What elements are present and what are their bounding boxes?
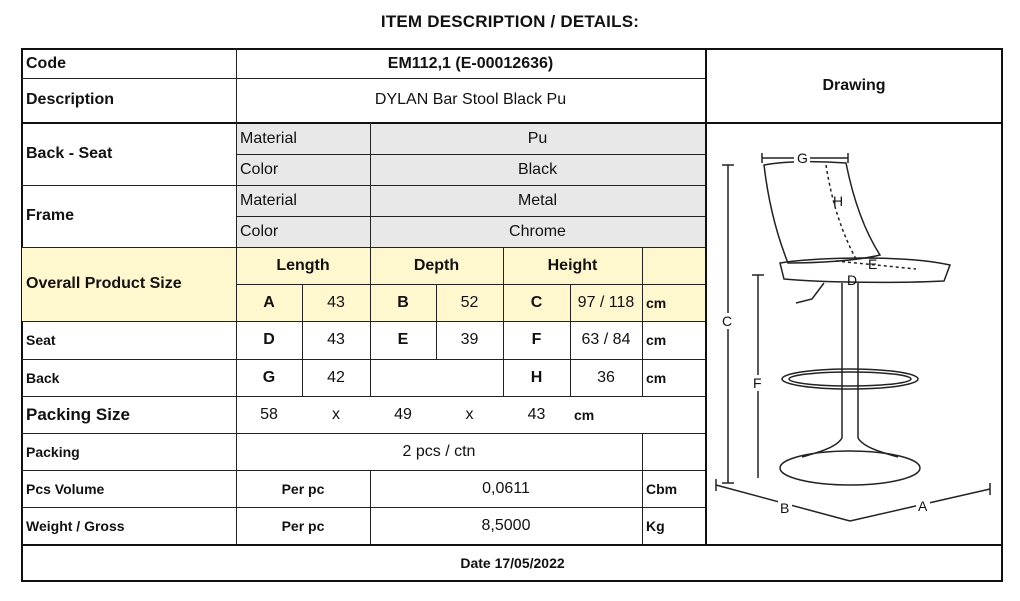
overall-height-code: C xyxy=(530,293,543,311)
code-value: EM112,1 (E-00012636) xyxy=(387,55,554,72)
overall-depth-code: B xyxy=(397,293,409,311)
overall-depth-value: 52 xyxy=(460,293,479,311)
drawing-letter-h: H xyxy=(833,193,844,209)
back-seat-label: Back - Seat xyxy=(26,145,113,162)
description-value: DYLAN Bar Stool Black Pu xyxy=(374,91,567,108)
pcs-volume-value: 0,0611 xyxy=(482,479,530,497)
overall-unit: cm xyxy=(646,294,667,311)
pcs-volume-label: Pcs Volume xyxy=(26,480,105,497)
weight-label: Weight / Gross xyxy=(26,517,125,534)
seat-label: Seat xyxy=(26,332,56,348)
back-height-value: 36 xyxy=(597,368,615,386)
back-seat-color: Black xyxy=(517,160,558,178)
packing-label: Packing xyxy=(26,443,80,460)
seat-height-code: F xyxy=(531,331,542,348)
code-label: Code xyxy=(26,55,66,72)
packing-size-label: Packing Size xyxy=(26,404,130,424)
packing-value: 2 pcs / ctn xyxy=(402,442,476,460)
bar-stool-drawing xyxy=(706,123,1002,543)
back-height-code: H xyxy=(530,368,543,386)
frame-label: Frame xyxy=(26,207,75,224)
drawing-letter-b: B xyxy=(780,500,790,516)
packing-size-width: 49 xyxy=(394,405,412,423)
overall-height-value: 97 / 118 xyxy=(577,293,635,311)
seat-length-value: 43 xyxy=(327,331,345,348)
pcs-volume-per: Per pc xyxy=(281,480,325,497)
length-header: Length xyxy=(276,256,330,274)
date: Date 17/05/2022 xyxy=(460,555,565,571)
drawing-letter-d: D xyxy=(847,272,858,288)
back-length-code: G xyxy=(262,368,276,386)
frame-material: Metal xyxy=(517,191,558,209)
seat-unit: cm xyxy=(646,332,667,348)
back-seat-color-label: Color xyxy=(240,160,279,178)
back-label: Back xyxy=(26,369,60,386)
back-unit: cm xyxy=(646,369,667,386)
back-seat-material-label: Material xyxy=(240,129,297,147)
back-seat-material: Pu xyxy=(527,129,548,147)
weight-per: Per pc xyxy=(281,517,325,534)
packing-size-x2: x xyxy=(465,405,474,423)
packing-size-length: 58 xyxy=(260,405,278,423)
packing-size-x1: x xyxy=(332,405,340,423)
weight-value: 8,5000 xyxy=(481,516,531,534)
height-header: Height xyxy=(547,256,598,274)
drawing-letter-c: C xyxy=(722,313,733,329)
drawing-letter-a: A xyxy=(918,498,928,514)
drawing-letter-e: E xyxy=(868,256,878,272)
seat-depth-code: E xyxy=(397,331,409,348)
frame-color-label: Color xyxy=(240,222,279,240)
overall-length-code: A xyxy=(263,293,275,311)
drawing-letter-f: F xyxy=(753,375,762,391)
depth-header: Depth xyxy=(413,256,460,274)
seat-length-code: D xyxy=(263,331,275,348)
description-label: Description xyxy=(26,91,115,108)
seat-depth-value: 39 xyxy=(460,331,479,348)
overall-length-value: 43 xyxy=(327,293,345,311)
weight-unit: Kg xyxy=(646,517,665,534)
back-length-value: 42 xyxy=(327,368,345,386)
packing-size-unit: cm xyxy=(574,406,595,423)
seat-height-value: 63 / 84 xyxy=(581,331,631,348)
overall-size-label: Overall Product Size xyxy=(26,275,182,292)
drawing-label: Drawing xyxy=(822,77,886,94)
frame-color: Chrome xyxy=(509,222,566,240)
pcs-volume-unit: Cbm xyxy=(646,480,678,497)
frame-material-label: Material xyxy=(240,191,297,209)
page-title: ITEM DESCRIPTION / DETAILS: xyxy=(380,12,640,31)
drawing-letter-g: G xyxy=(797,150,808,166)
packing-size-height: 43 xyxy=(527,405,546,423)
